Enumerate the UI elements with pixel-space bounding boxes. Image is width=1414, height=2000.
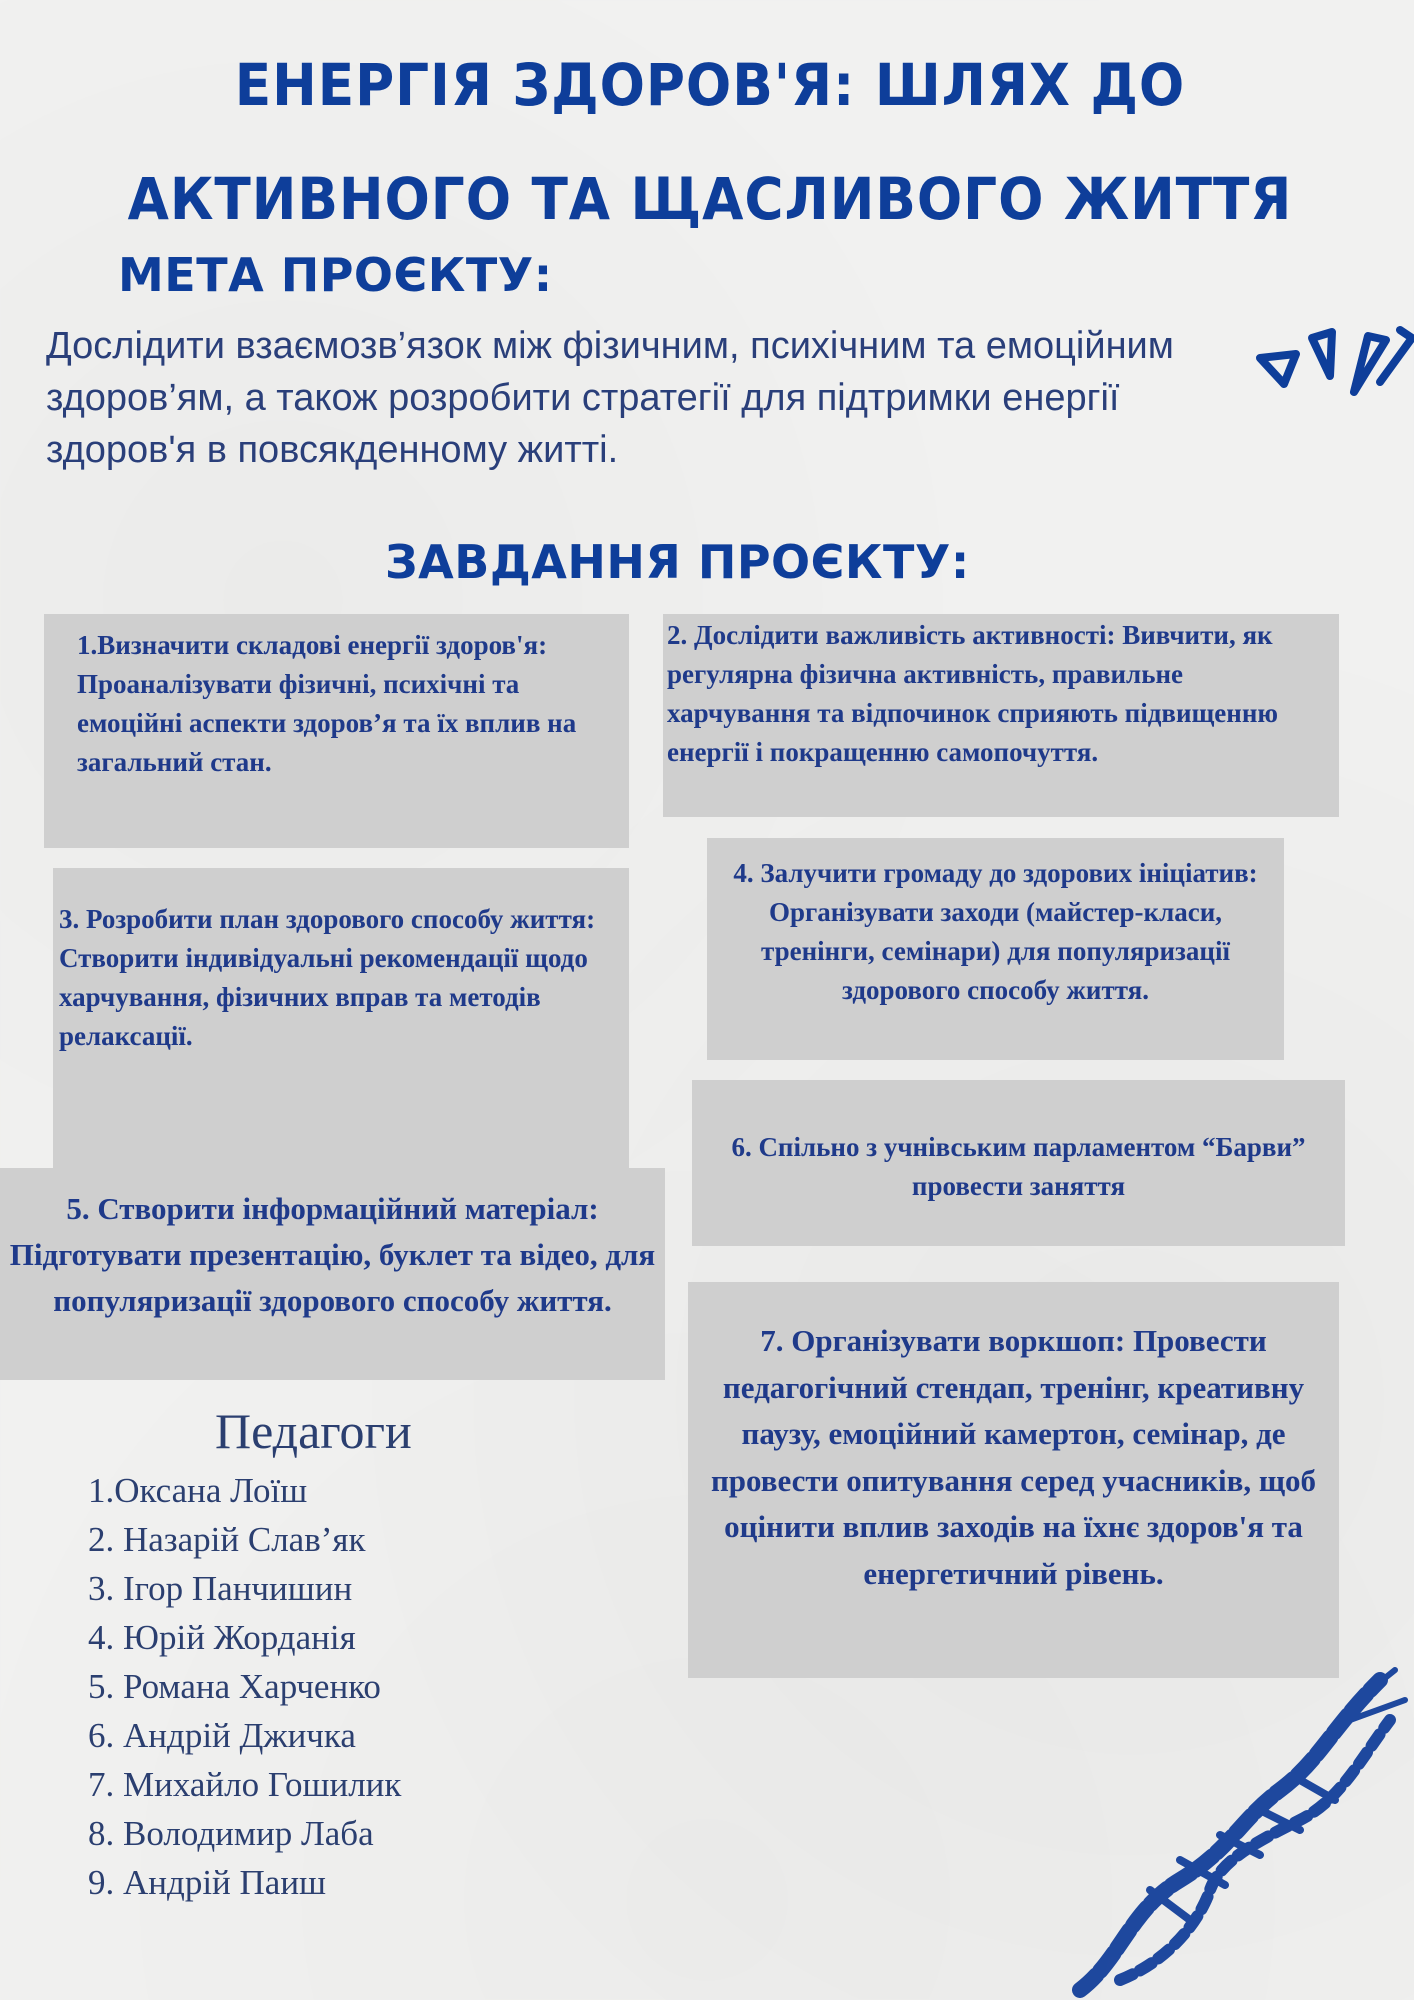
burst-decoration-icon (1250, 318, 1414, 428)
task-card-6: 6. Спільно з учнівським парламентом “Барви” провести заняття (692, 1080, 1345, 1246)
goal-text: Дослідити взаємозв’язок між фізичним, психічним та емоційним здоров’ям, а також розробити стратегії для підтримки енергії здоров'я в повсякденному житті. (46, 325, 1174, 471)
teacher-item: 5. Романа Харченко (88, 1667, 381, 1706)
goal-heading: МЕТА ПРОЄКТУ: (118, 248, 553, 302)
task-card-1: 1.Визначити складові енергії здоров'я: Проаналізувати фізичні, психічні та емоційні аспекти здоров’я та їх вплив на загальний стан. (44, 614, 629, 848)
dna-brush-decoration-icon (1060, 1660, 1414, 2000)
teacher-item: 8. Володимир Лаба (88, 1814, 374, 1853)
teacher-item: 3. Ігор Панчишин (88, 1569, 353, 1608)
teachers-heading: Педагоги (215, 1403, 412, 1459)
task-card-7: 7. Організувати воркшоп: Провести педагогічний стендап, тренінг, креативну паузу, емоційний камертон, семінар, де провести опитування серед учасників, щоб оцінити вплив заходів на їхнє здоров'я та енергетичний рівень. (688, 1282, 1339, 1678)
page-title: ЕНЕРГІЯ ЗДОРОВ'Я: ШЛЯХ ДО АКТИВНОГО ТА ЩАСЛИВОГО ЖИТТЯ (127, 51, 1293, 233)
task-card-3: 3. Розробити план здорового способу життя: Створити індивідуальні рекомендації щодо харчування, фізичних вправ та методів релаксації. (53, 868, 629, 1170)
teacher-item: 9. Андрій Паиш (88, 1863, 327, 1902)
teacher-item: 7. Михайло Гошилик (88, 1765, 402, 1804)
teacher-item: 2. Назарій Слав’як (88, 1520, 366, 1559)
task-card-4: 4. Залучити громаду до здорових ініціатив: Організувати заходи (майстер-класи, тренінги, семінари) для популяризації здорового способу життя. (707, 838, 1284, 1060)
teachers-list (88, 1466, 401, 1907)
teacher-item: 6. Андрій Джичка (88, 1716, 356, 1755)
teacher-item: 4. Юрій Жорданія (88, 1618, 356, 1657)
tasks-heading: ЗАВДАННЯ ПРОЄКТУ: (385, 535, 970, 589)
task-card-2: 2. Дослідити важливість активності: Вивчити, як регулярна фізична активність, правильне харчування та відпочинок сприяють підвищенню енергії і покращенню самопочуття. (663, 614, 1339, 817)
task-card-5: 5. Створити інформаційний матеріал: Підготувати презентацію, буклет та відео, для популяризації здорового способу життя. (0, 1168, 665, 1380)
teacher-item: 1.Оксана Лоїш (88, 1471, 308, 1510)
